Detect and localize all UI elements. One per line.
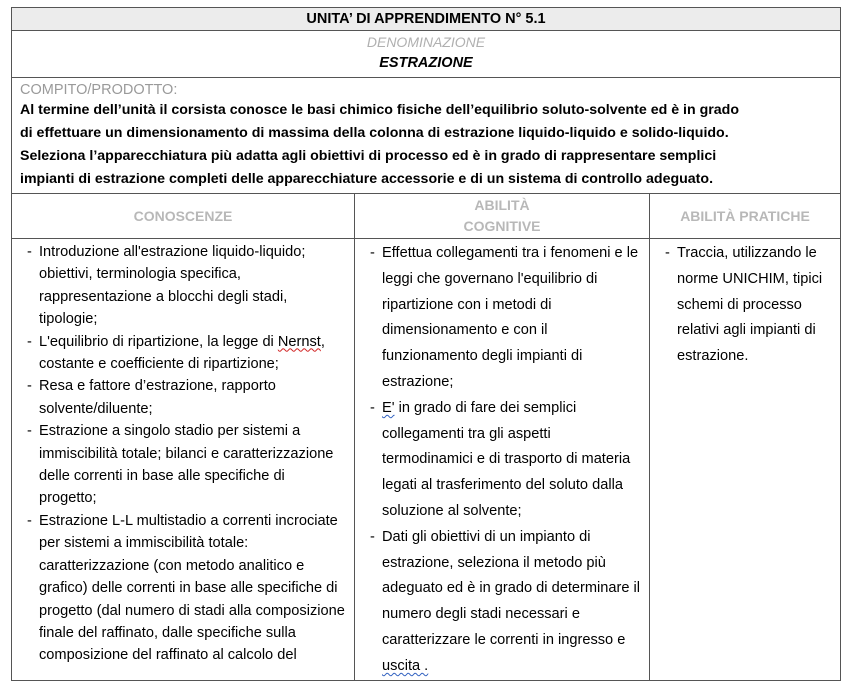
- header-conoscenze: CONOSCENZE: [12, 194, 355, 239]
- abilita-pratiche-list: [650, 239, 840, 370]
- list-item-text: Estrazione a singolo stadio per sistemi a immiscibilità totale; bilanci e caratterizzazione delle correnti in base alle specifiche di progetto;: [39, 423, 334, 507]
- dash-marker: -: [27, 423, 32, 440]
- list-item-text: Estrazione L-L multistadio a correnti incrociate per sistemi a immiscibilità totale: caratterizzazione (con metodo analitico e grafico) delle correnti in base alle specifiche di progetto (dal numero di stadi alla composizione finale del raffinato, dalle specifiche sulla composizione del raffinato al calcolo del: [39, 512, 345, 664]
- spellcheck-word[interactable]: E': [382, 399, 395, 416]
- list-item: [355, 525, 643, 680]
- list-item-text: Traccia, utilizzando le norme UNICHIM, tipici schemi di processo relativi agli impianti di estrazione.: [677, 245, 823, 365]
- list-item: [12, 510, 346, 667]
- list-item: [12, 375, 346, 420]
- header-abilita-cognitive: [355, 194, 650, 239]
- list-item-text: Introduzione all'estrazione liquido-liquido; obiettivi, terminologia specifica, rappresentazione a blocchi degli stadi, tipologie;: [39, 244, 306, 328]
- spellcheck-word[interactable]: Nernst: [277, 333, 321, 350]
- dash-marker: -: [370, 528, 375, 545]
- header-abilita-pratiche: ABILITÀ PRATICHE: [650, 194, 841, 239]
- list-item: [12, 420, 346, 510]
- conoscenze-column: [12, 239, 355, 681]
- compito-text: [20, 99, 832, 191]
- list-item-text: Resa e fattore d’estrazione, rapporto solvente/diluente;: [39, 378, 276, 417]
- list-item-text: Dati gli obiettivi di un impianto di estrazione, seleziona il metodo più adeguato ed è in grado di determinare il numero degli stadi necessari e caratterizzare le correnti in ingresso e: [382, 528, 640, 648]
- learning-unit-table: [11, 7, 840, 681]
- header-abilita-cognitive-line2: COGNITIVE: [463, 218, 541, 234]
- grammar-flag-word[interactable]: uscita .: [382, 657, 429, 674]
- abilita-cognitive-list: [355, 239, 649, 680]
- list-item-text: Effettua collegamenti tra i fenomeni e le leggi che governano l'equilibrio di ripartizione con i metodi di dimensionamento e con il funzionamento degli impianti di estrazione;: [382, 245, 639, 390]
- list-item: [355, 241, 643, 396]
- compito-line: Al termine dell’unità il corsista conosce le basi chimico fisiche dell’equilibrio soluto-solvente ed è in grado: [20, 102, 740, 118]
- dash-marker: -: [27, 244, 32, 260]
- list-item: [650, 241, 834, 370]
- list-item: [12, 331, 346, 376]
- compito-line: Seleziona l’apparecchiatura più adatta agli obiettivi di processo ed è in grado di rappresentare semplici: [20, 148, 717, 164]
- compito-line: impianti di estrazione completi delle apparecchiature accessorie e di un sistema di controllo adeguato.: [20, 171, 714, 187]
- conoscenze-list: [12, 239, 354, 667]
- abilita-pratiche-column: [650, 239, 841, 681]
- abilita-cognitive-column: [355, 239, 650, 681]
- list-item-text: L'equilibrio di ripartizione, la legge di: [39, 333, 274, 350]
- compito-line: di effettuare un dimensionamento di massima della colonna di estrazione liquido-liquido e solido-liquido.: [20, 125, 729, 141]
- dash-marker: -: [370, 245, 375, 261]
- list-item: [12, 241, 346, 331]
- compito-label: COMPITO/PRODOTTO:: [20, 82, 178, 98]
- header-abilita-cognitive-line1: ABILITÀ: [474, 197, 530, 213]
- denominazione-value: ESTRAZIONE: [379, 55, 473, 71]
- list-item-text: , costante e coefficiente di ripartizione;: [39, 333, 325, 373]
- list-item-text: in grado di fare dei semplici collegamenti tra gli aspetti termodinamici e di trasporto di materia legati al trasferimento del soluto dalla soluzione al solvente;: [382, 399, 631, 519]
- dash-marker: -: [27, 333, 32, 350]
- dash-marker: -: [27, 378, 32, 395]
- denominazione-cell: [12, 31, 841, 78]
- dash-marker: -: [27, 512, 32, 529]
- unit-title: UNITA’ DI APPRENDIMENTO N° 5.1: [12, 8, 841, 31]
- dash-marker: -: [665, 245, 670, 261]
- denominazione-label: DENOMINAZIONE: [366, 34, 486, 50]
- compito-cell: [12, 78, 841, 194]
- dash-marker: -: [370, 399, 375, 416]
- list-item: [355, 396, 643, 525]
